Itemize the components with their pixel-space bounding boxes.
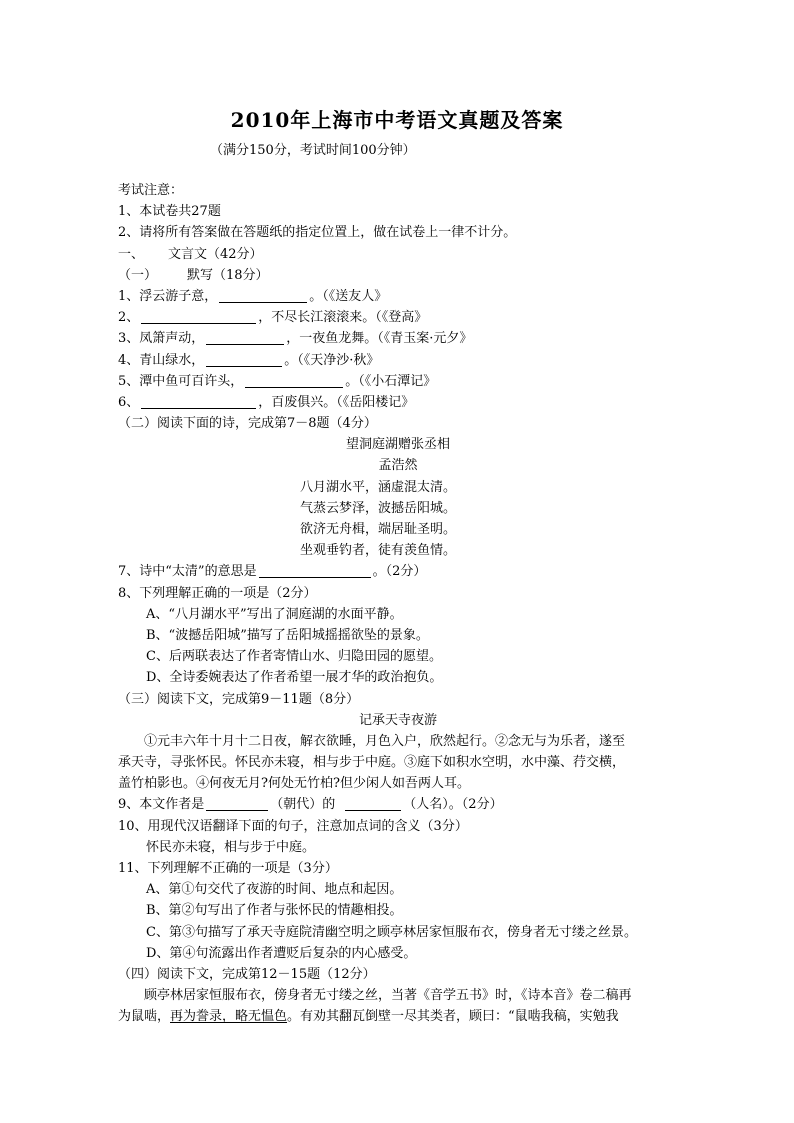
poem-author: 孟浩然 <box>378 458 418 474</box>
part-3-intro: （三）阅读下文，完成第9－11题（8分） <box>118 691 360 707</box>
exam-subtitle: （满分150分，考试时间100分钟） <box>210 143 416 158</box>
answer-blank <box>141 394 256 409</box>
option-c: C、第③句描写了承天寺庭院清幽空明之顾亭林居家恒服布衣，傍身者无寸缕之丝景。 <box>146 924 637 940</box>
question-10: 10、用现代汉语翻译下面的句子，注意加点词的含义（3分） <box>118 818 468 834</box>
question-7: 7、诗中“太清”的意思是 。（2分） <box>118 564 427 580</box>
question-6: 6、 ，百废俱兴。（《岳阳楼记》 <box>118 394 415 410</box>
translation-sentence: 怀民亦未寝，相与步于中庭。 <box>146 839 316 855</box>
part-heading <box>118 265 678 286</box>
option-b: B、“波撼岳阳城”描写了岳阳城摇摇欲坠的景象。 <box>146 627 429 643</box>
section-label: 文言文（42分） <box>168 246 263 262</box>
poem-line: 气蒸云梦泽，波撼岳阳城。 <box>300 500 457 516</box>
question-9: 9、本文作者是 （朝代）的 （人名）。（2分） <box>118 797 503 813</box>
answer-blank <box>219 288 307 303</box>
question-5: 5、潭中鱼可百许头， 。（《小石潭记》 <box>118 373 437 389</box>
poem-line: 八月湖水平，涵虚混太清。 <box>300 479 457 495</box>
notice-item: 2、请将所有答案做在答题纸的指定位置上，做在试卷上一律不计分。 <box>118 225 517 241</box>
exam-content <box>118 180 678 1028</box>
notice-item: 1、本试卷共27题 <box>118 204 221 220</box>
answer-blank <box>206 796 268 811</box>
passage-line: ①元丰六年十月十二日夜，解衣欲睡，月色入户，欣然起行。②念无与为乐者，遂至 <box>144 733 626 749</box>
text-title: 记承天寺夜游 <box>358 712 437 728</box>
part-4-intro: （四）阅读下文，完成第12－15题（12分） <box>118 966 376 982</box>
option-a: A、“八月湖水平”写出了洞庭湖的水面平静。 <box>146 606 403 622</box>
section-heading <box>118 244 678 265</box>
question-8: 8、下列理解正确的一项是（2分） <box>118 585 317 601</box>
option-b: B、第②句写出了作者与张怀民的情趣相投。 <box>146 903 403 919</box>
question-11: 11、下列理解不正确的一项是（3分） <box>118 861 338 876</box>
passage-line: 为鼠啮，再为誊录，略无愠色。有劝其翻瓦倒壁一尽其类者，顾曰：“鼠啮我稿，实勉我 <box>118 1009 619 1025</box>
answer-blank <box>345 796 401 811</box>
notice-heading: 考试注意： <box>118 183 184 198</box>
part-label: 默写（18分） <box>187 267 269 283</box>
question-2: 2、 ，不尽长江滚滚来。（《登高》 <box>118 310 428 326</box>
question-1: 1、浮云游子意， 。（《送友人》 <box>118 288 388 304</box>
question-3: 3、凤箫声动， ，一夜鱼龙舞。（《青玉案·元夕》 <box>118 331 473 347</box>
part-2-intro: （二）阅读下面的诗，完成第7－8题（4分） <box>118 416 377 432</box>
passage-line: 承天寺，寻张怀民。怀民亦未寝，相与步于中庭。③庭下如积水空明，水中藻、荇交横， <box>118 755 626 771</box>
underlined-phrase: 再为誊录，略无愠色 <box>170 1009 288 1025</box>
page-title: 2010年上海市中考语文真题及答案 <box>230 108 564 132</box>
question-4: 4、青山绿水， 。（《天净沙·秋》 <box>118 352 380 368</box>
passage-line: 盖竹柏影也。④何夜无月?何处无竹柏?但少闲人如吾两人耳。 <box>118 776 470 792</box>
poem-line: 坐观垂钓者，徒有羡鱼情。 <box>300 543 457 559</box>
part-number: （一） <box>118 267 158 283</box>
poem-title: 望洞庭湖赠张丞相 <box>345 437 450 453</box>
answer-blank <box>141 309 256 324</box>
answer-blank <box>259 563 371 578</box>
answer-blank <box>245 373 343 388</box>
passage-line: 顾亭林居家恒服布衣，傍身者无寸缕之丝，当著《音学五书》时，《诗本音》卷二稿再 <box>144 988 632 1004</box>
option-a: A、第①句交代了夜游的时间、地点和起因。 <box>146 882 403 898</box>
option-d: D、全诗委婉表达了作者希望一展才华的政治抱负。 <box>146 670 443 686</box>
section-number: 一、 <box>118 246 145 262</box>
answer-blank <box>206 330 284 345</box>
answer-blank <box>206 352 282 367</box>
option-c: C、后两联表达了作者寄情山水、归隐田园的愿望。 <box>146 649 442 665</box>
poem-line: 欲济无舟楫，端居耻圣明。 <box>300 522 457 537</box>
option-d: D、第④句流露出作者遭贬后复杂的内心感受。 <box>146 945 417 961</box>
